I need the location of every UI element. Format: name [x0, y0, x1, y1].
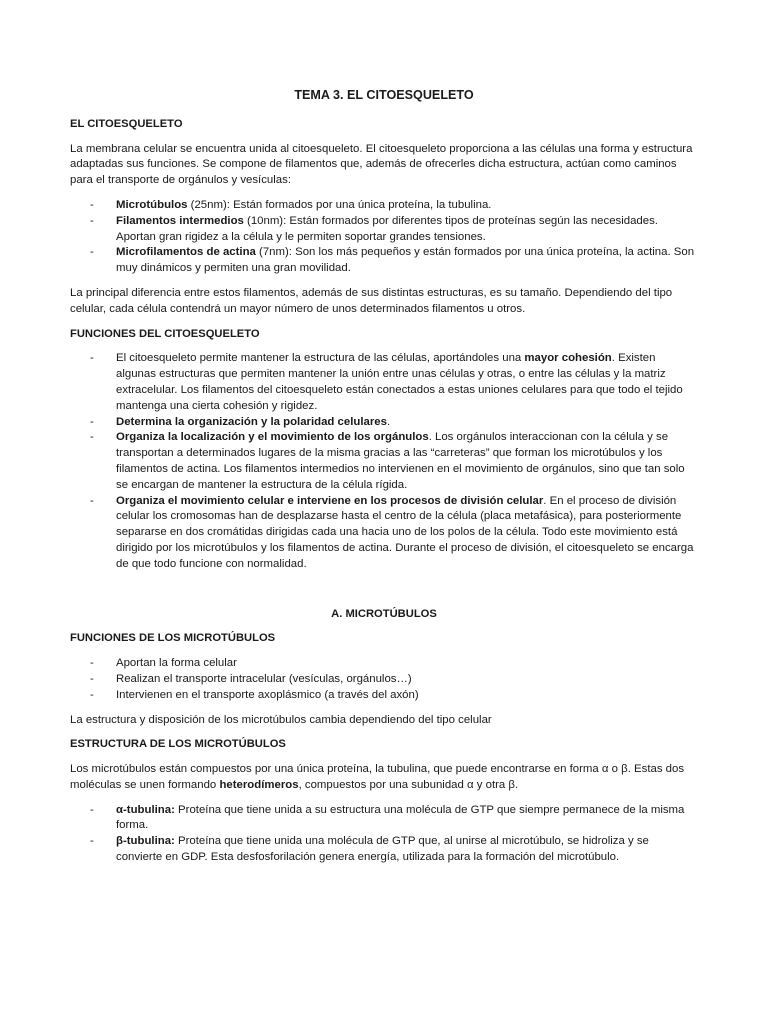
- item-text: . Existen algunas estructuras que permiten mantener la unión entre unas células y otras, o entre las células y la matriz extracelular. Los filamentos del citoesqueleto están conectados a estas uniones celulares para que todo el tejido mantenga una cierta cohesión y rigidez.: [116, 352, 683, 412]
- item-term: Microfilamentos de actina: [116, 246, 256, 259]
- structure-text: Los microtúbulos están compuestos por una única proteína, la tubulina, que puede encontrarse en forma α o β. Estas dos moléculas se unen formando: [70, 763, 685, 791]
- list-item: [70, 214, 698, 246]
- dash-bullet: -: [90, 688, 94, 701]
- item-term: mayor cohesión: [524, 352, 612, 365]
- list-item: [70, 351, 698, 414]
- item-text: (25nm): Están formados por una única proteína, la tubulina.: [187, 198, 492, 211]
- dash-bullet: -: [90, 246, 94, 259]
- structure-term: heterodímeros: [219, 778, 299, 791]
- list-item: [70, 198, 698, 214]
- dash-bullet: -: [90, 198, 94, 211]
- dash-bullet: -: [90, 657, 94, 670]
- item-text: El citoesqueleto permite mantener la estructura de las células, aportándoles una: [116, 352, 525, 365]
- filament-list: [70, 198, 698, 277]
- section-title-microtubulos: A. MICROTÚBULOS: [331, 607, 437, 620]
- item-term: Microtúbulos: [116, 198, 188, 211]
- list-item: [70, 245, 698, 277]
- functions-list: [70, 351, 698, 572]
- dash-bullet: -: [90, 352, 94, 365]
- item-text: (7nm): Son los más pequeños y están formados por una única proteína, la actina. Son muy dinámicos y permiten una gran movilidad.: [116, 246, 695, 275]
- dash-bullet: -: [90, 431, 94, 444]
- list-item: [70, 672, 698, 688]
- item-text: Intervienen en el transporte axoplásmico (a través del axón): [116, 688, 419, 701]
- dash-bullet: -: [90, 803, 94, 816]
- item-term: Determina la organización y la polaridad celulares: [116, 415, 387, 428]
- item-text: .: [386, 415, 391, 428]
- dash-bullet: -: [90, 214, 94, 227]
- item-term: Filamentos intermedios: [116, 214, 244, 227]
- structure-text: , compuestos por una subunidad α y otra β.: [298, 778, 519, 791]
- microtubule-functions-list: [70, 656, 698, 703]
- item-text: Proteína que tiene unida una molécula de GTP que, al unirse al microtúbulo, se hidroliza y se convierte en GDP. Esta desfosforilación genera energía, utilizada para la formación del microtúbulo.: [116, 835, 649, 864]
- item-text: Proteína que tiene unida a su estructura una molécula de GTP que siempre permanece de la misma forma.: [116, 803, 685, 832]
- list-item: [70, 430, 698, 493]
- page-title: TEMA 3. EL CITOESQUELETO: [294, 88, 474, 102]
- dash-bullet: -: [90, 415, 94, 428]
- item-term: α-tubulina:: [116, 803, 175, 816]
- dash-bullet: -: [90, 835, 94, 848]
- item-text: . En el proceso de división celular los cromosomas han de desplazarse hasta el centro de la célula (placa metafásica), para posteriormente separarse en dos cromátidas dirigidas cada una hacia uno de los polos de la célula. Todo este movimiento está dirigido por los microtúbulos y los filamentos de actina. Durante el proceso de división, el citoesqueleto se encarga de que todo funcione con normalidad.: [116, 494, 694, 570]
- list-item: [70, 415, 698, 431]
- tubulin-list: [70, 803, 698, 866]
- list-item: [70, 656, 698, 672]
- heading-citoesqueleto: EL CITOESQUELETO: [70, 117, 183, 130]
- heading-funciones-microtubulos: FUNCIONES DE LOS MICROTÚBULOS: [70, 632, 276, 645]
- intro-paragraph: La membrana celular se encuentra unida al citoesqueleto. El citoesqueleto proporciona a las células una forma y estructura adaptadas sus funciones. Se compone de filamentos que, además de ofrecerles dicha estructura, actúan como caminos para el transporte de orgánulos y vesículas:: [70, 142, 693, 187]
- list-item: [70, 834, 698, 866]
- item-text: (10nm): Están formados por diferentes tipos de proteínas según las necesidades. Aportan gran rigidez a la célula y le permiten soportar grandes tensiones.: [116, 214, 658, 243]
- heading-estructura-microtubulos: ESTRUCTURA DE LOS MICROTÚBULOS: [70, 738, 286, 751]
- list-item: [70, 688, 698, 704]
- item-term: β-tubulina:: [116, 835, 175, 848]
- closing-paragraph: La principal diferencia entre estos filamentos, además de sus distintas estructuras, es su tamaño. Dependiendo del tipo celular, cada célula contendrá un mayor número de unos determinados filamentos u otros.: [70, 286, 673, 315]
- dash-bullet: -: [90, 672, 94, 685]
- structure-note: La estructura y disposición de los microtúbulos cambia dependiendo del tipo celular: [70, 713, 492, 726]
- item-text: Aportan la forma celular: [116, 657, 237, 670]
- item-term: Organiza la localización y el movimiento de los orgánulos: [116, 431, 429, 444]
- item-term: Organiza el movimiento celular e interviene en los procesos de división celular: [116, 494, 544, 507]
- list-item: [70, 803, 698, 835]
- structure-paragraph: [70, 762, 698, 794]
- item-text: Realizan el transporte intracelular (vesículas, orgánulos…): [116, 672, 412, 685]
- heading-funciones: FUNCIONES DEL CITOESQUELETO: [70, 327, 260, 340]
- list-item: [70, 494, 698, 573]
- item-text: . Los orgánulos interaccionan con la célula y se transportan a determinados lugares de la misma gracias a las “carreteras” que forman los microtúbulos y los filamentos de actina. Los filamentos intermedios no intervienen en el movimiento de orgánulos, sino que tan solo se encargan de mantener la estructura de la célula rígida.: [116, 431, 685, 491]
- dash-bullet: -: [90, 494, 94, 507]
